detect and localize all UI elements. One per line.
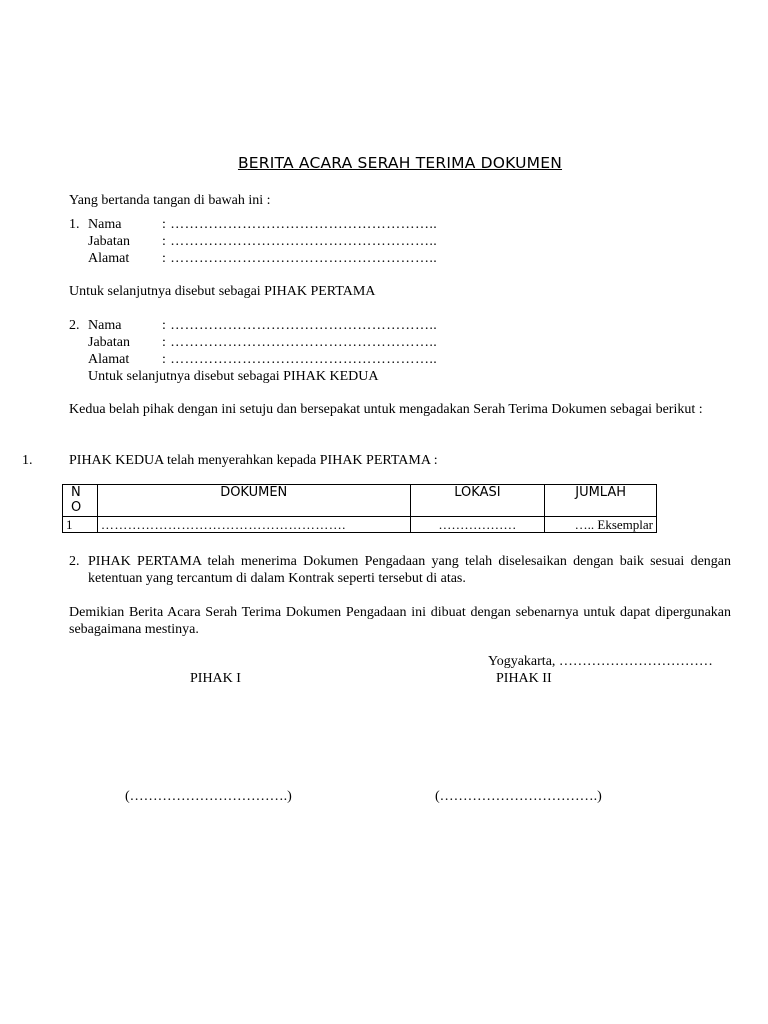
header-no-bottom: O bbox=[71, 500, 82, 515]
point1-text: PIHAK KEDUA telah menyerahkan kepada PIHAK PERTAMA : bbox=[69, 453, 438, 468]
table-row bbox=[63, 517, 657, 533]
party1-number: 1. bbox=[69, 217, 80, 232]
party2-designation: Untuk selanjutnya disebut sebagai PIHAK KEDUA bbox=[88, 369, 379, 384]
table-header-row bbox=[63, 485, 657, 517]
field-label: Nama bbox=[88, 217, 122, 232]
header-no bbox=[63, 485, 98, 517]
signature-right-line: (…………………………….) bbox=[435, 789, 602, 804]
document-title: BERITA ACARA SERAH TERIMA DOKUMEN bbox=[237, 154, 563, 172]
party2-number: 2. bbox=[69, 318, 80, 333]
field-value: : ……………………………………………….. bbox=[162, 352, 438, 367]
point2-text: PIHAK PERTAMA telah menerima Dokumen Pengadaan yang telah diselesaikan dengan baik sesuai dengan ketentuan yang tercantum di dalam Kontrak seperti tersebut di atas. bbox=[88, 554, 731, 586]
signature-left-label: PIHAK I bbox=[190, 671, 241, 686]
header-jumlah: JUMLAH bbox=[545, 485, 657, 517]
cell-dokumen: ………………………………………………. bbox=[97, 517, 410, 533]
closing-paragraph: Demikian Berita Acara Serah Terima Dokumen Pengadaan ini dibuat dengan sebenarnya untuk dapat dipergunakan sebagaimana mestinya. bbox=[69, 605, 731, 637]
field-label: Alamat bbox=[88, 251, 130, 266]
field-label: Jabatan bbox=[88, 335, 130, 350]
cell-no: 1 bbox=[63, 517, 98, 533]
cell-jumlah: ….. Eksemplar bbox=[545, 517, 657, 533]
header-dokumen: DOKUMEN bbox=[97, 485, 410, 517]
place-date: Yogyakarta, …………………………… bbox=[488, 654, 713, 669]
field-value: : ……………………………………………….. bbox=[162, 251, 438, 266]
document-table bbox=[62, 484, 657, 533]
field-value: : ……………………………………………….. bbox=[162, 234, 438, 249]
field-value: : ……………………………………………….. bbox=[162, 318, 438, 333]
field-value: : ……………………………………………….. bbox=[162, 335, 438, 350]
signature-right-label: PIHAK II bbox=[496, 671, 552, 686]
header-lokasi: LOKASI bbox=[410, 485, 545, 517]
field-value: : ……………………………………………….. bbox=[162, 217, 438, 232]
intro-text: Yang bertanda tangan di bawah ini : bbox=[69, 193, 271, 208]
agreement-paragraph: Kedua belah pihak dengan ini setuju dan bersepakat untuk mengadakan Serah Terima Dokumen sebagai berikut : bbox=[69, 402, 703, 417]
field-label: Alamat bbox=[88, 352, 130, 367]
party1-designation: Untuk selanjutnya disebut sebagai PIHAK PERTAMA bbox=[69, 284, 376, 299]
point1-number: 1. bbox=[22, 453, 33, 468]
cell-lokasi: ……………… bbox=[410, 517, 545, 533]
header-no-top: N bbox=[71, 485, 81, 500]
field-label: Nama bbox=[88, 318, 122, 333]
point2-number: 2. bbox=[69, 554, 80, 569]
signature-left-line: (…………………………….) bbox=[125, 789, 292, 804]
field-label: Jabatan bbox=[88, 234, 130, 249]
